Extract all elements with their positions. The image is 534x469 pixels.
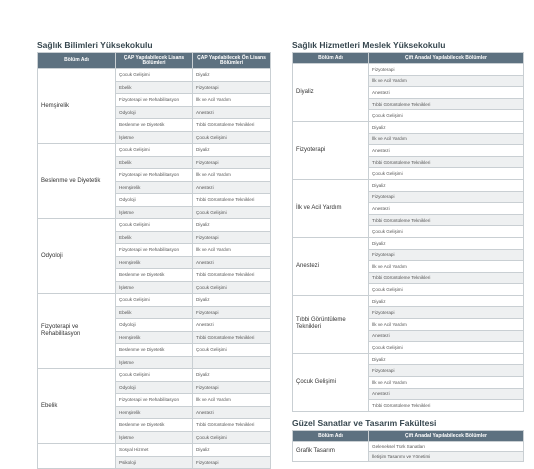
- department-name: [38, 444, 116, 469]
- table-cell: Diyaliz: [369, 121, 524, 133]
- table-cell: Çocuk Gelişimi: [193, 131, 271, 144]
- table-cell: İşletme: [116, 356, 193, 369]
- table-cell: Çocuk Gelişimi: [369, 226, 524, 238]
- table-cell: Fizyoterapi: [369, 64, 524, 76]
- table-cell: Sosyal Hizmet: [116, 444, 193, 457]
- table-cell: Çocuk Gelişimi: [116, 369, 193, 382]
- header-cift-anadal: Çift Anadal Yapılabilecek Bölümler: [369, 53, 524, 64]
- department-name: Diyaliz: [293, 64, 369, 122]
- table-cell: [193, 356, 271, 369]
- table-cell: Hemşirelik: [116, 181, 193, 194]
- table-cell: Çocuk Gelişimi: [193, 431, 271, 444]
- header-lisans: ÇAP Yapılabilecek Lisans Bölümleri: [116, 53, 193, 69]
- table-cell: Hemşirelik: [116, 406, 193, 419]
- table-row: [293, 295, 524, 307]
- table-cell: Fizyoterapi: [193, 81, 271, 94]
- table-cell: Beslenme ve Diyetetik: [116, 344, 193, 357]
- table-cell: Diyaliz: [193, 219, 271, 232]
- header-bolum-adi: Bölüm Adı: [38, 53, 116, 69]
- table-cell: Odyoloji: [116, 381, 193, 394]
- table-cell: Tıbbi Görüntüleme Teknikleri: [369, 98, 524, 110]
- table-row: [293, 237, 524, 249]
- department-name: Grafik Tasarım: [293, 442, 369, 462]
- table-cell: Beslenme ve Diyetetik: [116, 269, 193, 282]
- table-cell: İletişim Tasarımı ve Yönetimi: [369, 452, 524, 462]
- table-cell: Fizyoterapi ve Rehabilitasyon: [116, 394, 193, 407]
- table-cell: Çocuk Gelişimi: [193, 206, 271, 219]
- table-row: [38, 69, 271, 82]
- table-cell: Anestezi: [193, 319, 271, 332]
- table-cell: Çocuk Gelişimi: [116, 69, 193, 82]
- table-cell: Ebelik: [116, 231, 193, 244]
- table-cell: Diyaliz: [193, 369, 271, 382]
- table-cell: Diyaliz: [193, 294, 271, 307]
- header-bolum-adi: Bölüm Adı: [293, 431, 369, 442]
- table-cell: Ebelik: [116, 156, 193, 169]
- table-row: [293, 179, 524, 191]
- table-cell: Tıbbi Görüntüleme Teknikleri: [369, 272, 524, 284]
- table-row: [293, 121, 524, 133]
- bottom-table: [292, 430, 524, 462]
- left-table: [37, 52, 271, 469]
- department-name: Hemşirelik: [38, 69, 116, 144]
- department-name: Tıbbi Görüntüleme Teknikleri: [293, 295, 369, 353]
- table-cell: Diyaliz: [193, 69, 271, 82]
- table-cell: Çocuk Gelişimi: [369, 168, 524, 180]
- left-section-title: Sağlık Bilimleri Yüksekokulu: [37, 40, 153, 50]
- table-row: [38, 144, 271, 157]
- department-name: Fizyoterapi ve Rehabilitasyon: [38, 294, 116, 369]
- table-cell: Tıbbi Görüntüleme Teknikleri: [193, 194, 271, 207]
- table-row: [293, 442, 524, 452]
- table-cell: Odyoloji: [116, 106, 193, 119]
- table-cell: Anestezi: [369, 203, 524, 215]
- table-cell: Tıbbi Görüntüleme Teknikleri: [369, 156, 524, 168]
- table-cell: Diyaliz: [193, 144, 271, 157]
- table-cell: İlk ve Acil Yardım: [369, 319, 524, 331]
- table-cell: Çocuk Gelişimi: [369, 284, 524, 296]
- table-cell: Diyaliz: [369, 237, 524, 249]
- table-row: [293, 64, 524, 76]
- header-cift-anadal: Çift Anadal Yapılabilecek Bölümler: [369, 431, 524, 442]
- table-cell: İlk ve Acil Yardım: [193, 94, 271, 107]
- table-cell: Tıbbi Görüntüleme Teknikleri: [193, 269, 271, 282]
- table-cell: Beslenme ve Diyetetik: [116, 119, 193, 132]
- table-cell: Çocuk Gelişimi: [116, 144, 193, 157]
- bottom-section-title: Güzel Sanatlar ve Tasarım Fakültesi: [292, 418, 437, 428]
- table-row: [38, 369, 271, 382]
- table-cell: İşletme: [116, 206, 193, 219]
- table-cell: İlk ve Acil Yardım: [369, 261, 524, 273]
- table-cell: Çocuk Gelişimi: [369, 342, 524, 354]
- table-cell: Anestezi: [193, 256, 271, 269]
- table-cell: Çocuk Gelişimi: [193, 344, 271, 357]
- table-cell: Fizyoterapi: [369, 307, 524, 319]
- table-cell: Tıbbi Görüntüleme Teknikleri: [193, 119, 271, 132]
- table-cell: Diyaliz: [369, 295, 524, 307]
- table-cell: Ebelik: [116, 81, 193, 94]
- table-row: [38, 294, 271, 307]
- table-cell: Fizyoterapi ve Rehabilitasyon: [116, 94, 193, 107]
- table-cell: Diyaliz: [369, 353, 524, 365]
- table-cell: İlk ve Acil Yardım: [369, 75, 524, 87]
- table-cell: Tıbbi Görüntüleme Teknikleri: [369, 400, 524, 412]
- table-cell: İlk ve Acil Yardım: [193, 169, 271, 182]
- table-cell: Fizyoterapi ve Rehabilitasyon: [116, 169, 193, 182]
- table-cell: Çocuk Gelişimi: [193, 281, 271, 294]
- table-cell: Hemşirelik: [116, 331, 193, 344]
- table-row: [38, 444, 271, 457]
- table-cell: Geleneksel Türk Sanatları: [369, 442, 524, 452]
- table-cell: Beslenme ve Diyetetik: [116, 419, 193, 432]
- department-name: Odyoloji: [38, 219, 116, 294]
- table-cell: Diyaliz: [193, 444, 271, 457]
- table-cell: İlk ve Acil Yardım: [193, 244, 271, 257]
- table-row: [38, 219, 271, 232]
- table-cell: Fizyoterapi: [193, 231, 271, 244]
- table-cell: Ebelik: [116, 306, 193, 319]
- table-cell: Fizyoterapi: [193, 306, 271, 319]
- table-cell: Hemşirelik: [116, 256, 193, 269]
- table-row: [293, 353, 524, 365]
- table-cell: Fizyoterapi: [193, 381, 271, 394]
- table-cell: Odyoloji: [116, 194, 193, 207]
- department-name: İlk ve Acil Yardım: [293, 179, 369, 237]
- department-name: Çocuk Gelişimi: [293, 353, 369, 411]
- table-cell: Psikoloji: [116, 456, 193, 469]
- header-bolum-adi: Bölüm Adı: [293, 53, 369, 64]
- table-cell: İşletme: [116, 431, 193, 444]
- table-cell: Anestezi: [369, 330, 524, 342]
- table-cell: Fizyoterapi: [369, 191, 524, 203]
- table-cell: İşletme: [116, 281, 193, 294]
- department-name: Fizyoterapi: [293, 121, 369, 179]
- table-cell: İlk ve Acil Yardım: [193, 394, 271, 407]
- table-cell: Fizyoterapi: [369, 365, 524, 377]
- table-cell: Tıbbi Görüntüleme Teknikleri: [193, 419, 271, 432]
- table-cell: İlk ve Acil Yardım: [369, 133, 524, 145]
- table-cell: Diyaliz: [369, 179, 524, 191]
- table-cell: Fizyoterapi: [193, 456, 271, 469]
- table-cell: Fizyoterapi ve Rehabilitasyon: [116, 244, 193, 257]
- right-section-title: Sağlık Hizmetleri Meslek Yüksekokulu: [292, 40, 446, 50]
- table-cell: Anestezi: [369, 145, 524, 157]
- table-cell: İlk ve Acil Yardım: [369, 377, 524, 389]
- department-name: Anestezi: [293, 237, 369, 295]
- table-cell: Fizyoterapi: [193, 156, 271, 169]
- table-cell: Tıbbi Görüntüleme Teknikleri: [193, 331, 271, 344]
- table-cell: Çocuk Gelişimi: [116, 219, 193, 232]
- department-name: Ebelik: [38, 369, 116, 444]
- table-cell: Odyoloji: [116, 319, 193, 332]
- table-cell: Çocuk Gelişimi: [369, 110, 524, 122]
- department-name: Beslenme ve Diyetetik: [38, 144, 116, 219]
- table-cell: Anestezi: [369, 388, 524, 400]
- table-cell: İşletme: [116, 131, 193, 144]
- table-cell: Anestezi: [193, 181, 271, 194]
- table-cell: Tıbbi Görüntüleme Teknikleri: [369, 214, 524, 226]
- table-cell: Fizyoterapi: [369, 249, 524, 261]
- table-cell: Anestezi: [369, 87, 524, 99]
- table-cell: Anestezi: [193, 106, 271, 119]
- table-cell: Çocuk Gelişimi: [116, 294, 193, 307]
- right-table: [292, 52, 524, 412]
- header-onlisans: ÇAP Yapılabilecek Ön Lisans Bölümleri: [193, 53, 271, 69]
- table-cell: Anestezi: [193, 406, 271, 419]
